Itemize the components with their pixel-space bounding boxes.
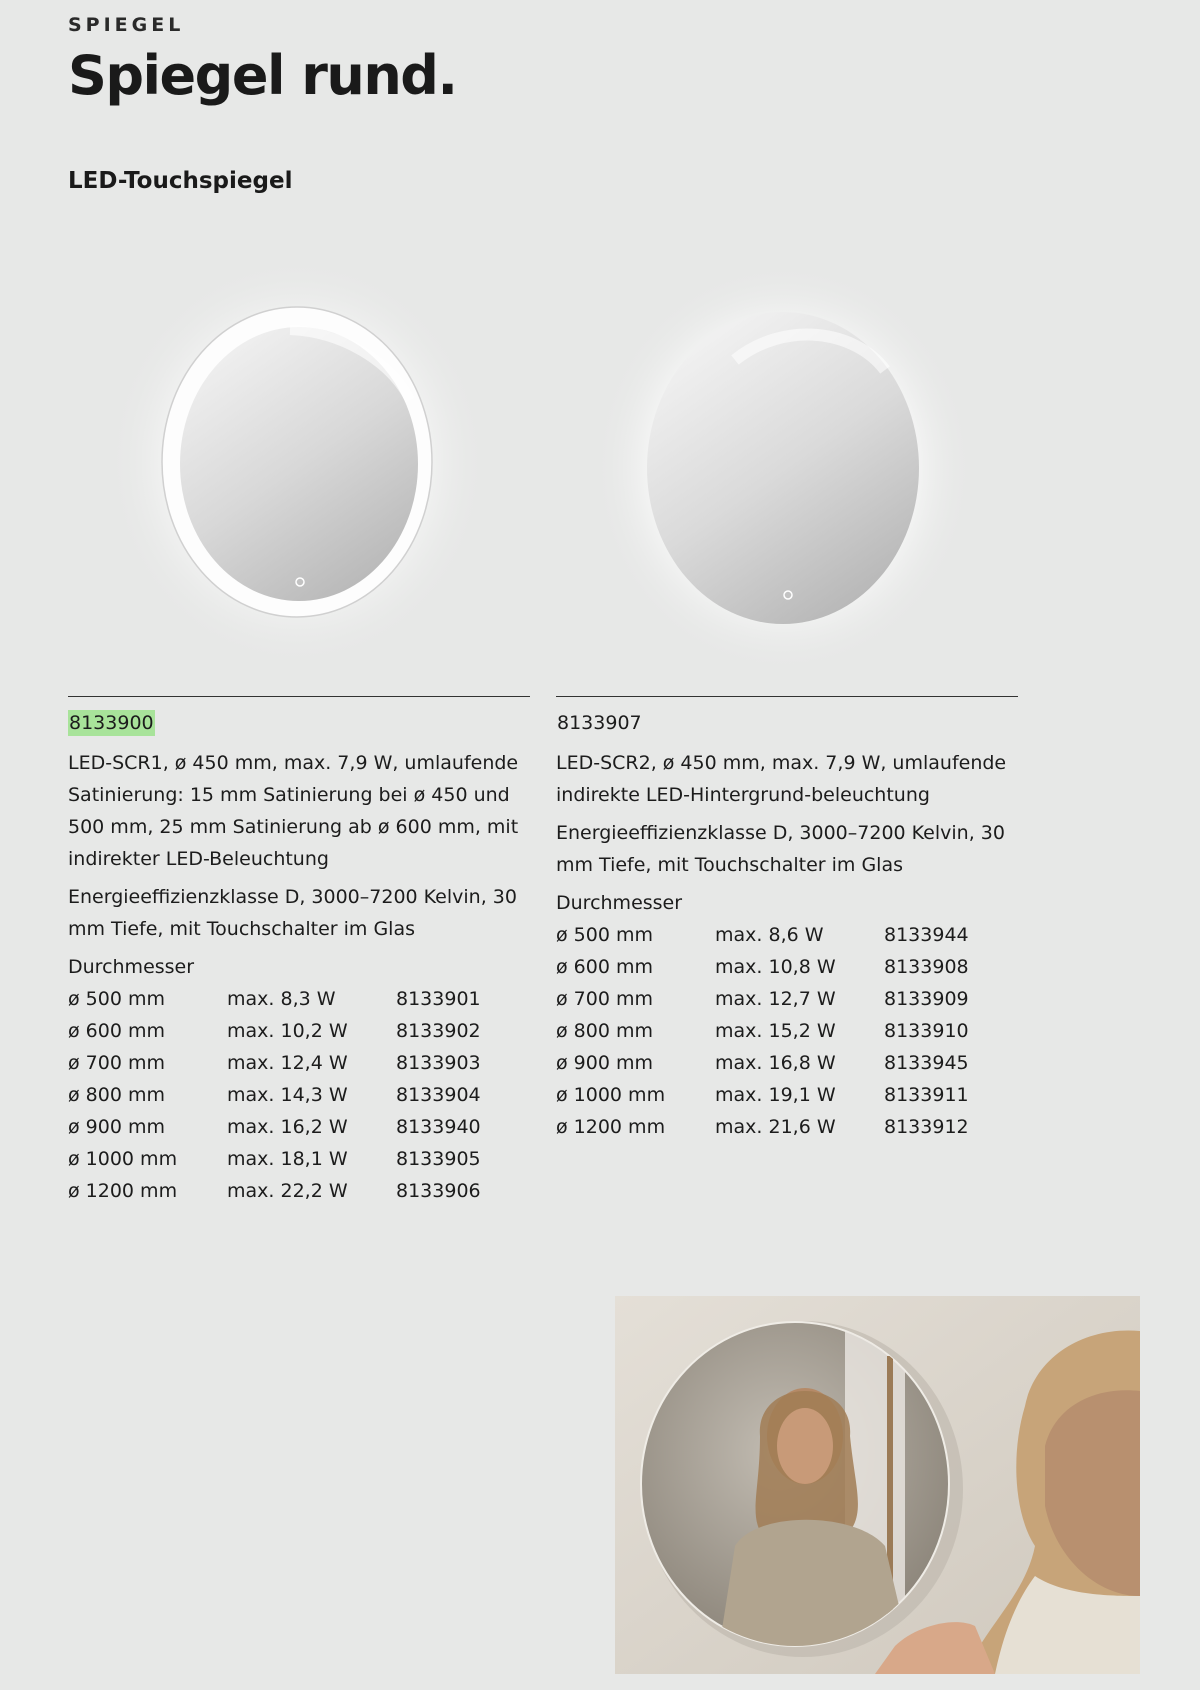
product-column-scr2 [556,696,1018,1143]
power-cell: max. 10,8 W [715,956,836,978]
table-row [556,983,969,1015]
table-row [68,1015,481,1047]
product-description: LED-SCR1, ø 450 mm, max. 7,9 W, umlaufende Satinierung: 15 mm Satinierung bei ø 450 und 500 mm, 25 mm Satinierung ab ø 600 mm, mit indirekter LED-Beleuchtung [68,752,519,870]
size-cell: ø 1000 mm [68,1148,178,1170]
diameter-label: Durchmesser [68,956,195,978]
table-row [68,1079,481,1111]
power-cell: max. 22,2 W [227,1180,348,1202]
section-subtitle: LED-Touchspiegel [68,168,293,194]
table-row [68,1175,481,1207]
power-cell: max. 19,1 W [715,1084,836,1106]
power-cell: max. 14,3 W [227,1084,348,1106]
table-row [68,983,481,1015]
size-cell: ø 900 mm [68,1116,165,1138]
mirror-image-scr2 [585,250,985,680]
article-cell: 8133911 [884,1084,969,1106]
size-cell: ø 900 mm [556,1052,653,1074]
power-cell: max. 10,2 W [227,1020,348,1042]
power-cell: max. 15,2 W [715,1020,836,1042]
power-cell: max. 12,4 W [227,1052,348,1074]
size-table [68,983,481,1207]
size-cell: ø 600 mm [68,1020,165,1042]
power-cell: max. 16,8 W [715,1052,836,1074]
power-cell: max. 16,2 W [227,1116,348,1138]
article-number: 8133907 [557,712,642,734]
power-cell: max. 8,6 W [715,924,824,946]
page-title: Spiegel rund. [68,44,457,107]
product-specs: Energieeffizienzklasse D, 3000–7200 Kelvin, 30 mm Tiefe, mit Touchschalter im Glas [68,886,517,940]
table-row [556,919,969,951]
lifestyle-photo [615,1296,1140,1674]
article-cell: 8133912 [884,1116,969,1138]
size-cell: ø 500 mm [556,924,653,946]
article-cell: 8133905 [396,1148,481,1170]
article-cell: 8133909 [884,988,969,1010]
article-cell: 8133908 [884,956,969,978]
size-cell: ø 500 mm [68,988,165,1010]
section-eyebrow: SPIEGEL [68,14,185,36]
size-table [556,919,969,1143]
power-cell: max. 18,1 W [227,1148,348,1170]
size-cell: ø 1200 mm [556,1116,666,1138]
table-row [556,1079,969,1111]
divider [556,696,1018,697]
power-cell: max. 21,6 W [715,1116,836,1138]
table-row [68,1111,481,1143]
article-cell: 8133944 [884,924,969,946]
article-cell: 8133945 [884,1052,969,1074]
table-row [556,1015,969,1047]
article-cell: 8133904 [396,1084,481,1106]
article-number: 8133900 [69,712,154,734]
size-cell: ø 600 mm [556,956,653,978]
table-row [556,1047,969,1079]
article-cell: 8133902 [396,1020,481,1042]
product-description: LED-SCR2, ø 450 mm, max. 7,9 W, umlaufende indirekte LED-Hintergrund-beleuchtung [556,752,1007,806]
size-cell: ø 800 mm [556,1020,653,1042]
article-cell: 8133903 [396,1052,481,1074]
size-cell: ø 700 mm [556,988,653,1010]
product-specs: Energieeffizienzklasse D, 3000–7200 Kelvin, 30 mm Tiefe, mit Touchschalter im Glas [556,822,1005,876]
size-cell: ø 1200 mm [68,1180,178,1202]
article-cell: 8133910 [884,1020,969,1042]
table-row [68,1143,481,1175]
diameter-label: Durchmesser [556,892,683,914]
power-cell: max. 12,7 W [715,988,836,1010]
article-cell: 8133906 [396,1180,481,1202]
table-row [556,1111,969,1143]
mirror-image-scr1 [100,250,490,680]
power-cell: max. 8,3 W [227,988,336,1010]
size-cell: ø 1000 mm [556,1084,666,1106]
table-row [68,1047,481,1079]
article-cell: 8133940 [396,1116,481,1138]
size-cell: ø 700 mm [68,1052,165,1074]
product-column-scr1 [68,696,530,1207]
size-cell: ø 800 mm [68,1084,165,1106]
article-cell: 8133901 [396,988,481,1010]
divider [68,696,530,697]
table-row [556,951,969,983]
